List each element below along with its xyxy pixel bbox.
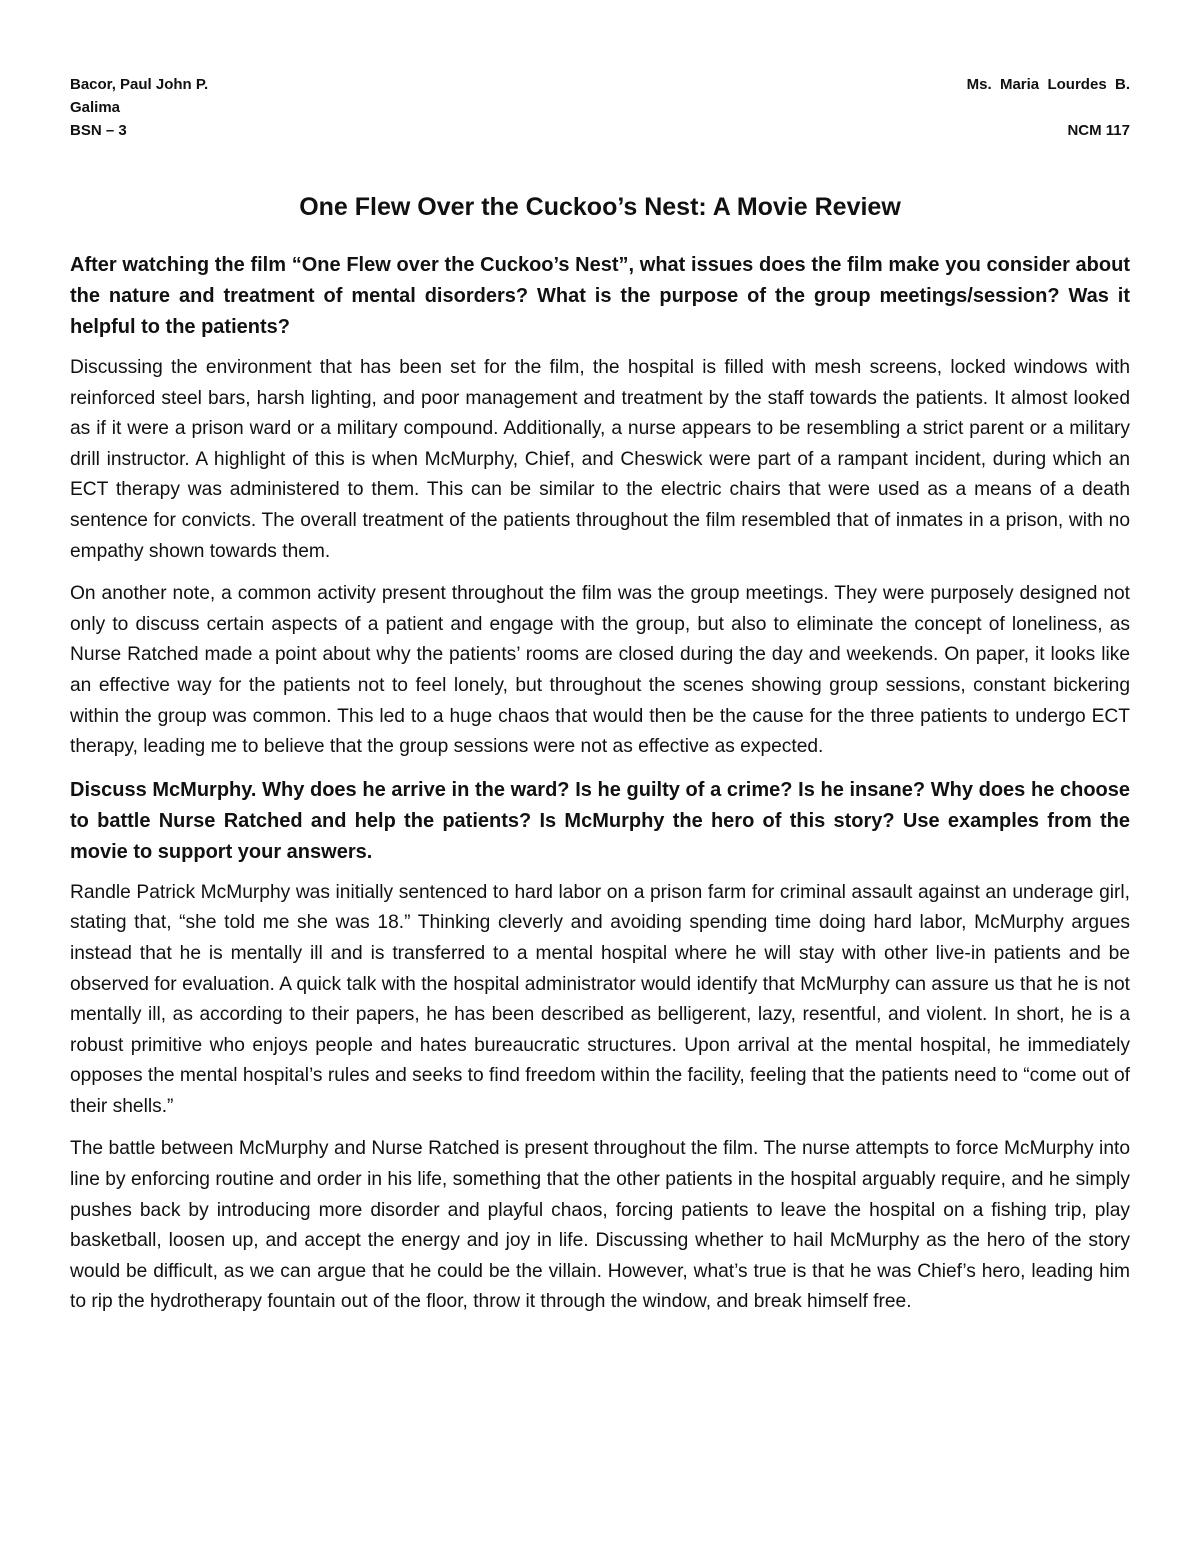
course-year: BSN – 3 [70,122,127,139]
section-1-paragraph-2: On another note, a common activity present throughout the film was the group meetings. They were purposely designed not only to discuss certain aspects of a patient and engage with the group, but also to eliminate the concept of loneliness, as Nurse Ratched made a point about why the patients’ rooms are closed during the day and weekends. On paper, it looks like an effective way for the patients not to feel lonely, but throughout the scenes showing group sessions, constant bickering within the group was common. This led to a huge chaos that would then be the cause for the three patients to undergo ECT therapy, leading me to believe that the group sessions were not as effective as expected. [70,583,1130,758]
section-2-paragraph-1: Randle Patrick McMurphy was initially sentenced to hard labor on a prison farm for criminal assault against an underage girl, stating that, “she told me she was 18.” Thinking cleverly and avoiding spending time doing hard labor, McMurphy argues instead that he is mentally ill and is transferred to a mental hospital where he will stay with other live-in patients and be observed for evaluation. A quick talk with the hospital administrator would identify that McMurphy can assure us that he is not mentally ill, as according to their papers, he has been described as belligerent, lazy, resentful, and violent. In short, he is a robust primitive who enjoys people and hates bureaucratic structures. Upon arrival at the mental hospital, he immediately opposes the mental hospital’s rules and seeks to find freedom within the facility, feeling that the patients need to “come out of their shells.” [70,881,1130,1117]
page-title: One Flew Over the Cuckoo’s Nest: A Movie Review [299,193,901,221]
student-info [70,73,208,142]
header-spacer [967,96,1130,119]
instructor-name: Ms. Maria Lourdes B. [966,76,1130,93]
question-1: After watching the film “One Flew over the Cuckoo’s Nest”, what issues does the film make you consider about the nature and treatment of mental disorders? What is the purpose of the group meetings/session? Was it helpful to the patients? [70,254,1130,338]
section-2-paragraph-2: The battle between McMurphy and Nurse Ratched is present throughout the film. The nurse attempts to force McMurphy into line by enforcing routine and order in his life, something that the other patients in the hospital arguably require, and he simply pushes back by introducing more disorder and playful chaos, forcing patients to leave the hospital on a fishing trip, play basketball, loosen up, and accept the energy and joy in life. Discussing whether to hail McMurphy as the hero of the story would be difficult, as we can argue that he could be the villain. However, what’s true is that he was Chief’s hero, leading him to rip the hydrotherapy fountain out of the floor, throw it through the window, and break himself free. [70,1138,1130,1313]
section-1-paragraph-1: Discussing the environment that has been set for the film, the hospital is filled with mesh screens, locked windows with reinforced steel bars, harsh lighting, and poor management and treatment by the staff towards the patients. It almost looked as if it were a prison ward or a military compound. Additionally, a nurse appears to be resembling a strict parent or a military drill instructor. A highlight of this is when McMurphy, Chief, and Cheswick were part of a rampant incident, during which an ECT therapy was administered to them. This can be similar to the electric chairs that were used as a means of a death sentence for convicts. The overall treatment of the patients throughout the film resembled that of inmates in a prison, with no empathy shown towards them. [70,357,1130,562]
instructor-info [967,73,1130,142]
section-2 [70,775,1130,1318]
student-name-continued: Galima [70,99,121,116]
course-code: NCM 117 [1067,122,1130,139]
document-body [70,250,1130,1330]
question-2: Discuss McMurphy. Why does he arrive in the ward? Is he guilty of a crime? Is he insane? Why does he choose to battle Nurse Ratched and help the patients? Is McMurphy the hero of this story? Use examples from the movie to support your answers. [70,778,1130,863]
student-name: Bacor, Paul John P. [70,76,209,93]
document-header [70,0,1130,150]
section-1 [70,250,1130,763]
document-page [70,0,1130,1313]
